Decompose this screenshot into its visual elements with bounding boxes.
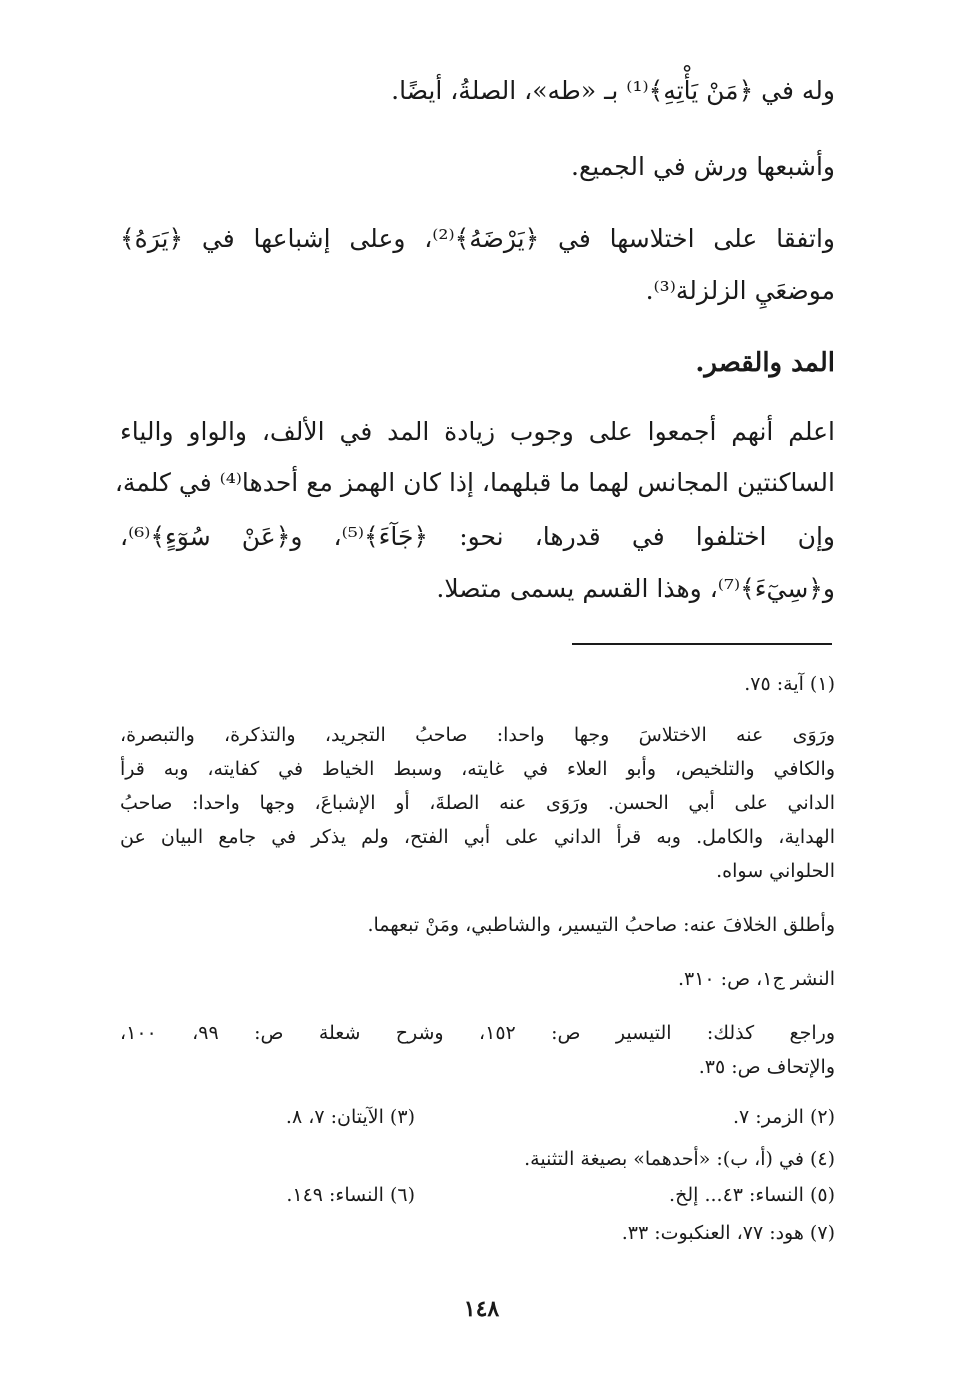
- body-line-4: موضعَيِ الزلزلة⁽³⁾.: [645, 276, 835, 305]
- footnote-6: (٦) النساء: ١٤٩.: [286, 1184, 415, 1206]
- footnote-para1-line-3: الداني على أبي الحسن. ورَوَى عنه الصلةَ، أو الإشباعَ، وجها واحدا: صاحبُ: [120, 792, 835, 814]
- footnote-para1-line-5: الحلواني سواه.: [716, 860, 835, 882]
- footnote-7: (٧) هود: ٧٧، العنكبوت: ٣٣.: [621, 1222, 835, 1244]
- footnote-separator: [572, 643, 832, 645]
- footnote-5: (٥) النساء: ٤٣... إلخ.: [669, 1184, 835, 1206]
- footnote-para1-line-1: ورَوَى عنه الاختلاسَ وجها واحدا: صاحبُ التجريد، والتذكرة، والتبصرة،: [120, 724, 835, 746]
- footnote-para4-line-1: وراجع كذلك: التيسير ص: ١٥٢، وشرح شعلة ص: ٩٩، ١٠٠،: [120, 1022, 836, 1044]
- body-line-6: اعلم أنهم أجمعوا على وجوب زيادة المد في الألف، والواو والياء: [120, 417, 835, 446]
- body-line-7: الساكنتين المجانس لهما ما قبلهما، إذا كان الهمز مع أحدها⁽⁴⁾ في كلمة،: [114, 468, 835, 497]
- footnote-para1-line-4: الهداية، والكامل. وبه قرأ الداني على أبي الفتح، ولم يذكر في جامع البيان عن: [120, 826, 835, 848]
- footnote-2: (٢) الزمر: ٧.: [732, 1106, 835, 1128]
- page-number: ١٤٨: [463, 1296, 500, 1322]
- body-line-3: واتفقا على اختلاسها في ﴿يَرْضَهُ﴾⁽²⁾، وعلى إشباعها في ﴿يَرَهُ﴾: [120, 224, 835, 253]
- footnote-4: (٤) في (أ، ب): «أحدهما» بصيغة التثنية.: [524, 1148, 835, 1170]
- body-line-9: و﴿سِيٓءَ﴾⁽⁷⁾، وهذا القسم يسمى متصلا.: [436, 574, 835, 603]
- footnote-para3: النشر ج١، ص: ٣١٠.: [677, 968, 835, 990]
- body-line-8: وإن اختلفوا في قدرها، نحو: ﴿جَآءَ﴾⁽⁵⁾، و﴿عَنْ سُوٓءٍ﴾⁽⁶⁾،: [120, 522, 836, 551]
- body-line-1: وله في ﴿مَنْ يَأْتِهِ﴾⁽¹⁾ بـ «طه»، الصلةُ، أيضًا.: [391, 76, 835, 105]
- footnote-1: (١) آية: ٧٥.: [744, 673, 835, 695]
- footnote-para1-line-2: والكافي والتلخيص، وأبو العلاء في غايته، وسبط الخياط في كفايته، وبه قرأ: [120, 758, 835, 780]
- footnote-para4-line-2: والإتحاف ص: ٣٥.: [698, 1056, 835, 1078]
- body-line-2: وأشبعها ورش في الجميع.: [571, 152, 835, 181]
- section-heading: المد والقصر.: [695, 348, 835, 378]
- footnote-3: (٣) الآيتان: ٧، ٨.: [285, 1106, 415, 1128]
- footnote-para2: وأطلق الخلافَ عنه: صاحبُ التيسير، والشاطبي، ومَنْ تبعهما.: [367, 914, 835, 936]
